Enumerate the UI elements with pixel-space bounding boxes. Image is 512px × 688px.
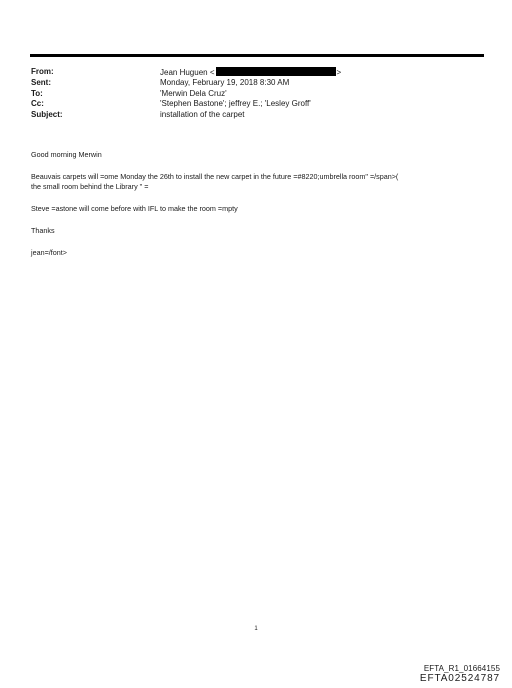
body-line-1: Beauvais carpets will =ome Monday the 26th to install the new carpet in the future =#8220;umbrella room" =/span>(	[31, 172, 399, 181]
email-body	[31, 150, 481, 270]
thanks-line: Thanks	[31, 226, 55, 235]
cc-label: Cc:	[31, 99, 44, 109]
sent-label: Sent:	[31, 78, 51, 88]
from-row	[31, 67, 481, 78]
to-row	[31, 89, 481, 99]
from-value	[160, 67, 481, 78]
redaction-box	[216, 67, 336, 76]
cc-row	[31, 99, 481, 109]
to-value: 'Merwin Dela Cruz'	[160, 88, 227, 98]
to-label: To:	[31, 88, 43, 98]
body-paragraph-1	[31, 172, 481, 192]
sent-value: Monday, February 19, 2018 8:30 AM	[160, 78, 290, 88]
sent-row	[31, 78, 481, 88]
from-label: From:	[31, 67, 54, 76]
from-bracket: >	[336, 68, 342, 77]
body-paragraph-2: Steve =astone will come before with IFL to make the room =mpty	[31, 204, 238, 213]
email-header	[31, 67, 481, 120]
page-number: 1	[254, 626, 258, 632]
header-divider	[30, 54, 484, 57]
subject-row	[31, 110, 481, 120]
body-line-2: the small room behind the Library " =	[31, 182, 149, 191]
greeting: Good morning Merwin	[31, 150, 102, 159]
bates-number-2: EFTA02524787	[419, 673, 500, 684]
subject-value: installation of the carpet	[160, 109, 245, 119]
subject-label: Subject:	[31, 109, 63, 119]
signoff-line: jean=/font>	[31, 248, 67, 257]
cc-value: 'Stephen Bastone'; jeffrey E.; 'Lesley Groff'	[160, 99, 311, 109]
from-name: Jean Huguen <	[160, 68, 215, 77]
bates-number-1: EFTA_R1_01664155	[423, 664, 500, 673]
